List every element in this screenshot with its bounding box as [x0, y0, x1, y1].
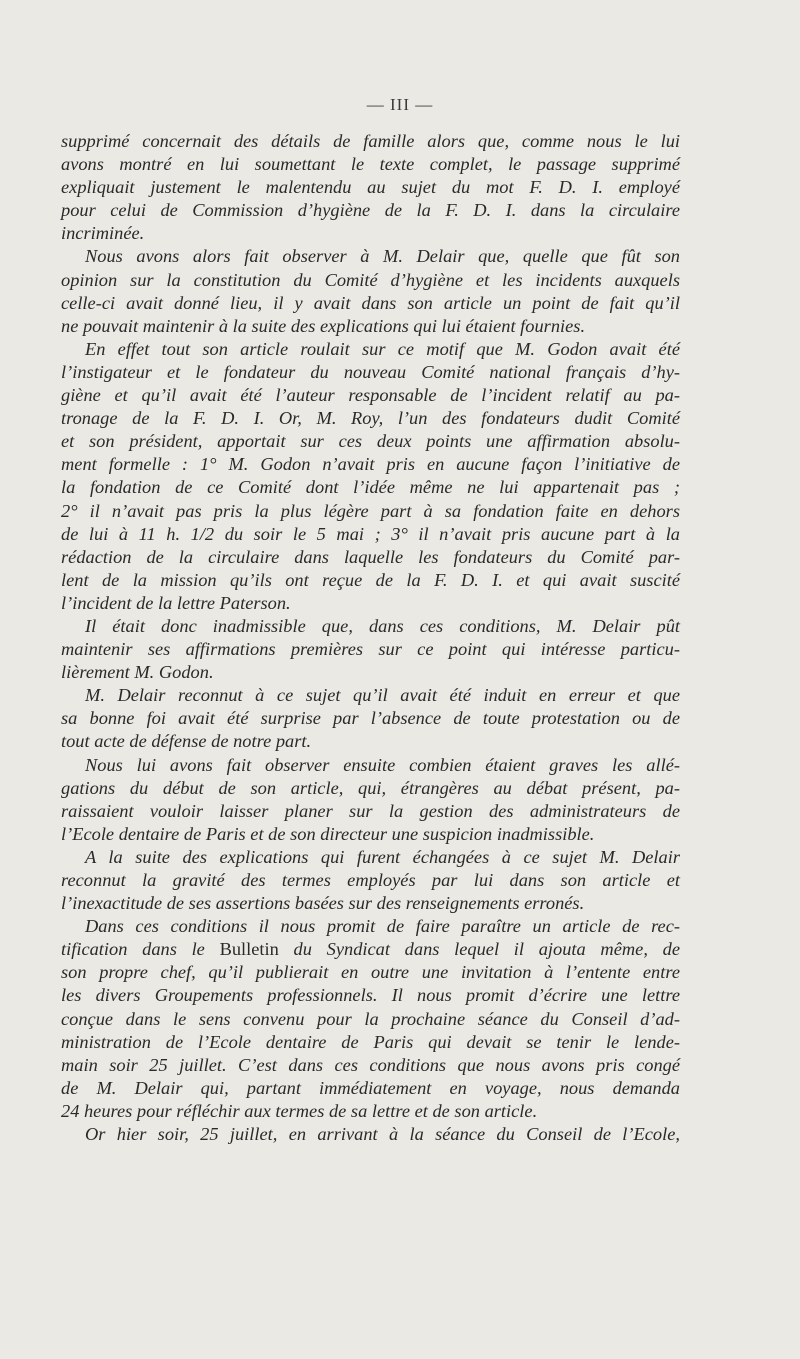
- body-text: [61, 130, 680, 1146]
- text-line: Nous lui avons fait observer ensuite combien étaient graves les allé-: [85, 754, 680, 775]
- text-line: A la suite des explications qui furent échangées à ce sujet M. Delair: [85, 846, 680, 867]
- text-line: la fondation de ce Comité dont l’idée même ne lui appartenait pas ;: [61, 477, 680, 498]
- text-line: avons montré en lui soumettant le texte complet, le passage supprimé: [61, 154, 680, 175]
- text-line: tronage de la F. D. I. Or, M. Roy, l’un des fondateurs dudit Comité: [61, 408, 680, 429]
- text-line: conçue dans le sens convenu pour la prochaine séance du Conseil d’ad-: [61, 1008, 680, 1029]
- text-line: l’inexactitude de ses assertions basées sur des renseignements erronés.: [61, 893, 585, 914]
- text-line: Or hier soir, 25 juillet, en arrivant à la séance du Conseil de l’Ecole,: [85, 1124, 680, 1145]
- page-number: — III —: [366, 95, 434, 114]
- text-line: de lui à 11 h. 1/2 du soir le 5 mai ; 3° il n’avait pris aucune part à la: [61, 523, 680, 544]
- text-line: celle-ci avait donné lieu, il y avait dans son article un point de fait qu’il: [61, 292, 680, 313]
- text-line: Il était donc inadmissible que, dans ces conditions, M. Delair pût: [85, 615, 680, 636]
- text-line: ment formelle : 1° M. Godon n’avait pris en aucune façon l’initiative de: [61, 454, 680, 475]
- text-line: incriminée.: [61, 223, 145, 244]
- text-line: les divers Groupements professionnels. Il nous promit d’écrire une lettre: [61, 985, 680, 1006]
- text-line: reconnut la gravité des termes employés par lui dans son article et: [61, 870, 680, 890]
- text-line: pour celui de Commission d’hygiène de la F. D. I. dans la circulaire: [61, 200, 680, 221]
- upright-text: Bulletin: [219, 939, 279, 960]
- text-line: rédaction de la circulaire dans laquelle les fondateurs du Comité par-: [61, 546, 680, 567]
- text-line: gations du début de son article, qui, étrangères au débat présent, pa-: [61, 777, 680, 798]
- text-line: l’instigateur et le fondateur du nouveau Comité national français d’hy-: [61, 361, 680, 382]
- text-line: l’Ecole dentaire de Paris et de son directeur une suspicion inadmissible.: [61, 823, 595, 844]
- text-line: lièrement M. Godon.: [61, 662, 214, 683]
- text-line: lent de la mission qu’ils ont reçue de la F. D. I. et qui avait suscité: [61, 569, 680, 590]
- text-line: ministration de l’Ecole dentaire de Paris qui devait se tenir le lende-: [61, 1031, 680, 1052]
- text-line: son propre chef, qu’il publierait en outre une invitation à l’entente entre: [61, 962, 680, 983]
- text-line: sa bonne foi avait été surprise par l’absence de toute protestation ou de: [61, 708, 680, 729]
- text-line: opinion sur la constitution du Comité d’hygiène et les incidents auxquels: [61, 269, 680, 290]
- text-line: Nous avons alors fait observer à M. Delair que, quelle que fût son: [85, 246, 680, 267]
- text-line: supprimé concernait des détails de famille alors que, comme nous le lui: [61, 131, 680, 151]
- text-line: ne pouvait maintenir à la suite des explications qui lui étaient fournies.: [61, 315, 586, 336]
- text-line: raissaient vouloir laisser planer sur la gestion des administrateurs de: [61, 800, 680, 821]
- text-line: Dans ces conditions il nous promit de faire paraître un article de rec-: [85, 916, 680, 937]
- text-line: l’incident de la lettre Paterson.: [61, 592, 291, 613]
- text-line: En effet tout son article roulait sur ce motif que M. Godon avait été: [85, 338, 680, 359]
- text-line: 24 heures pour réfléchir aux termes de sa lettre et de son article.: [61, 1100, 538, 1121]
- text-line: tification dans le Bulletin du Syndicat dans lequel il ajouta même, de: [61, 939, 680, 960]
- text-line: giène et qu’il avait été l’auteur responsable de l’incident relatif au pa-: [61, 385, 680, 406]
- text-line: M. Delair reconnut à ce sujet qu’il avait été induit en erreur et que: [85, 685, 680, 706]
- text-line: et son président, apportait sur ces deux points une affirmation absolu-: [61, 431, 680, 452]
- text-line: de M. Delair qui, partant immédiatement en voyage, nous demanda: [61, 1077, 680, 1098]
- text-line: maintenir ses affirmations premières sur ce point qui intéresse particu-: [61, 639, 680, 660]
- text-line: main soir 25 juillet. C’est dans ces conditions que nous avons pris congé: [61, 1054, 680, 1075]
- text-line: expliquait justement le malentendu au sujet du mot F. D. I. employé: [61, 177, 680, 198]
- text-line: tout acte de défense de notre part.: [61, 731, 312, 752]
- text-line: 2° il n’avait pas pris la plus légère part à sa fondation faite en dehors: [61, 500, 680, 521]
